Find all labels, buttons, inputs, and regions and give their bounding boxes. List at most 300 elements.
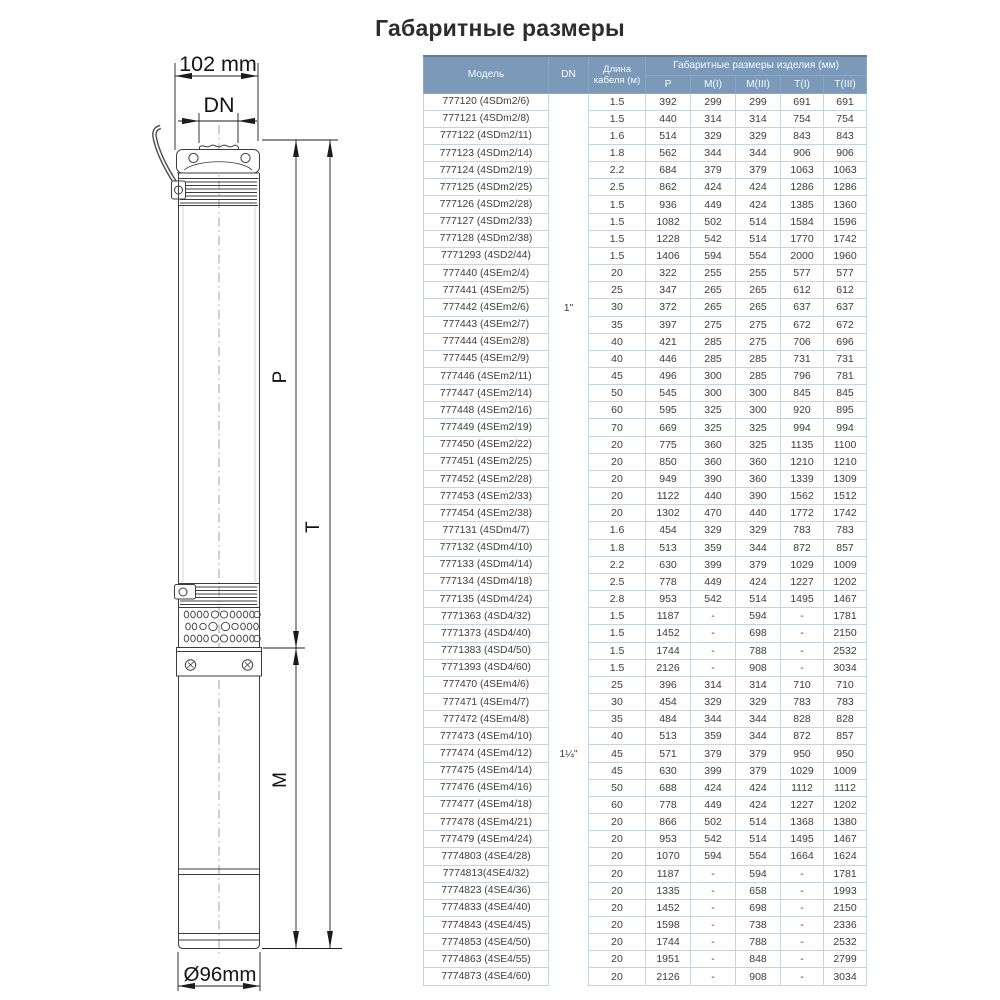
miii-cell: 265 bbox=[736, 299, 781, 316]
model-cell: 777472 (4SEm4/8) bbox=[424, 711, 549, 728]
model-cell: 777477 (4SEm4/18) bbox=[424, 796, 549, 813]
cable-length-cell: 20 bbox=[589, 470, 646, 487]
mi-cell: - bbox=[691, 625, 736, 642]
table-row bbox=[424, 762, 867, 779]
table-row bbox=[424, 968, 867, 985]
table-row bbox=[424, 711, 867, 728]
model-cell: 777475 (4SEm4/14) bbox=[424, 762, 549, 779]
tiii-cell: 1467 bbox=[824, 831, 867, 848]
table-row bbox=[424, 814, 867, 831]
cable-length-cell: 1.5 bbox=[589, 93, 646, 110]
p-cell: 322 bbox=[646, 265, 691, 282]
ti-cell: 1562 bbox=[781, 488, 824, 505]
miii-cell: 379 bbox=[736, 745, 781, 762]
cable-length-cell: 50 bbox=[589, 385, 646, 402]
table-row bbox=[424, 625, 867, 642]
ti-cell: 783 bbox=[781, 522, 824, 539]
p-cell: 669 bbox=[646, 419, 691, 436]
model-cell: 777479 (4SEm4/24) bbox=[424, 831, 549, 848]
miii-cell: 848 bbox=[736, 951, 781, 968]
table-row bbox=[424, 848, 867, 865]
tiii-cell: 1063 bbox=[824, 162, 867, 179]
mi-cell: 542 bbox=[691, 230, 736, 247]
miii-cell: 314 bbox=[736, 110, 781, 127]
table-row bbox=[424, 659, 867, 676]
model-cell: 7771383 (4SD4/50) bbox=[424, 642, 549, 659]
model-cell: 777453 (4SEm2/33) bbox=[424, 488, 549, 505]
mi-cell: 325 bbox=[691, 419, 736, 436]
p-cell: 1951 bbox=[646, 951, 691, 968]
mi-cell: 344 bbox=[691, 144, 736, 161]
p-cell: 1452 bbox=[646, 899, 691, 916]
tiii-cell: 857 bbox=[824, 539, 867, 556]
tiii-cell: 1100 bbox=[824, 436, 867, 453]
ti-cell: 1227 bbox=[781, 796, 824, 813]
miii-cell: 514 bbox=[736, 591, 781, 608]
cable-length-cell: 1.5 bbox=[589, 213, 646, 230]
p-cell: 454 bbox=[646, 522, 691, 539]
model-cell: 7774833 (4SE4/40) bbox=[424, 899, 549, 916]
table-row bbox=[424, 179, 867, 196]
p-cell: 421 bbox=[646, 333, 691, 350]
model-cell: 777122 (4SDm2/11) bbox=[424, 127, 549, 144]
ti-cell: 1339 bbox=[781, 470, 824, 487]
miii-cell: 285 bbox=[736, 368, 781, 385]
miii-cell: 314 bbox=[736, 676, 781, 693]
cable-length-cell: 20 bbox=[589, 488, 646, 505]
ti-cell: 994 bbox=[781, 419, 824, 436]
ti-cell: 1029 bbox=[781, 762, 824, 779]
ti-cell: 672 bbox=[781, 316, 824, 333]
mi-cell: 542 bbox=[691, 831, 736, 848]
table-row bbox=[424, 882, 867, 899]
tiii-cell: 1202 bbox=[824, 796, 867, 813]
ti-cell: 577 bbox=[781, 265, 824, 282]
mi-cell: 449 bbox=[691, 573, 736, 590]
cable-length-cell: 20 bbox=[589, 917, 646, 934]
p-cell: 454 bbox=[646, 693, 691, 710]
p-cell: 595 bbox=[646, 402, 691, 419]
tiii-cell: 895 bbox=[824, 402, 867, 419]
cable-length-cell: 40 bbox=[589, 350, 646, 367]
tiii-cell: 1202 bbox=[824, 573, 867, 590]
table-row bbox=[424, 385, 867, 402]
ti-cell: 731 bbox=[781, 350, 824, 367]
dim-width-top-label: 102 mm bbox=[179, 52, 257, 76]
mi-cell: 424 bbox=[691, 179, 736, 196]
tiii-cell: 1112 bbox=[824, 779, 867, 796]
ti-cell: - bbox=[781, 882, 824, 899]
tiii-cell: 691 bbox=[824, 93, 867, 110]
p-cell: 630 bbox=[646, 556, 691, 573]
mi-cell: 379 bbox=[691, 745, 736, 762]
p-cell: 778 bbox=[646, 573, 691, 590]
tiii-cell: 577 bbox=[824, 265, 867, 282]
model-cell: 7774873 (4SE4/60) bbox=[424, 968, 549, 985]
coupling-clamp bbox=[175, 585, 196, 600]
p-cell: 1302 bbox=[646, 505, 691, 522]
miii-cell: 908 bbox=[736, 968, 781, 985]
mi-cell: 390 bbox=[691, 470, 736, 487]
model-cell: 777473 (4SEm4/10) bbox=[424, 728, 549, 745]
miii-cell: 379 bbox=[736, 556, 781, 573]
model-cell: 777478 (4SEm4/21) bbox=[424, 814, 549, 831]
model-cell: 777448 (4SEm2/16) bbox=[424, 402, 549, 419]
model-cell: 7774823 (4SE4/36) bbox=[424, 882, 549, 899]
col-subheader-mi: M(I) bbox=[691, 75, 736, 93]
ti-cell: - bbox=[781, 899, 824, 916]
p-cell: 1228 bbox=[646, 230, 691, 247]
tiii-cell: 1781 bbox=[824, 608, 867, 625]
cable-length-cell: 25 bbox=[589, 676, 646, 693]
miii-cell: 698 bbox=[736, 899, 781, 916]
ti-cell: - bbox=[781, 934, 824, 951]
cable-length-cell: 2.8 bbox=[589, 591, 646, 608]
mi-cell: - bbox=[691, 899, 736, 916]
miii-cell: 329 bbox=[736, 127, 781, 144]
tiii-cell: 828 bbox=[824, 711, 867, 728]
mi-cell: 440 bbox=[691, 488, 736, 505]
cable-length-cell: 20 bbox=[589, 882, 646, 899]
miii-cell: 440 bbox=[736, 505, 781, 522]
ti-cell: - bbox=[781, 917, 824, 934]
tiii-cell: 3034 bbox=[824, 659, 867, 676]
ti-cell: 950 bbox=[781, 745, 824, 762]
mi-cell: 449 bbox=[691, 196, 736, 213]
page-title: Габаритные размеры bbox=[375, 15, 625, 41]
model-cell: 777121 (4SDm2/8) bbox=[424, 110, 549, 127]
miii-cell: 908 bbox=[736, 659, 781, 676]
miii-cell: 554 bbox=[736, 247, 781, 264]
table-row bbox=[424, 728, 867, 745]
table-row bbox=[424, 488, 867, 505]
cable-length-cell: 20 bbox=[589, 814, 646, 831]
ti-cell: 754 bbox=[781, 110, 824, 127]
table-row bbox=[424, 779, 867, 796]
miii-cell: 360 bbox=[736, 470, 781, 487]
table-row bbox=[424, 402, 867, 419]
miii-cell: 344 bbox=[736, 539, 781, 556]
table-row bbox=[424, 162, 867, 179]
table-row bbox=[424, 213, 867, 230]
cable-length-cell: 2.2 bbox=[589, 162, 646, 179]
ti-cell: - bbox=[781, 625, 824, 642]
model-cell: 777123 (4SDm2/14) bbox=[424, 144, 549, 161]
miii-cell: 255 bbox=[736, 265, 781, 282]
tiii-cell: 1009 bbox=[824, 762, 867, 779]
ti-cell: 691 bbox=[781, 93, 824, 110]
miii-cell: 379 bbox=[736, 762, 781, 779]
miii-cell: 344 bbox=[736, 144, 781, 161]
dimensions-table-wrap bbox=[423, 55, 867, 986]
p-cell: 513 bbox=[646, 539, 691, 556]
table-row bbox=[424, 127, 867, 144]
table-row bbox=[424, 282, 867, 299]
cable-length-cell: 1.5 bbox=[589, 642, 646, 659]
model-cell: 7771293 (4SD2/44) bbox=[424, 247, 549, 264]
cable-length-cell: 20 bbox=[589, 848, 646, 865]
table-row bbox=[424, 333, 867, 350]
cable-length-cell: 20 bbox=[589, 831, 646, 848]
mi-cell: - bbox=[691, 951, 736, 968]
tiii-cell: 710 bbox=[824, 676, 867, 693]
cable-length-cell: 20 bbox=[589, 951, 646, 968]
p-cell: 949 bbox=[646, 470, 691, 487]
ti-cell: 1063 bbox=[781, 162, 824, 179]
ti-cell: 637 bbox=[781, 299, 824, 316]
model-cell: 777447 (4SEm2/14) bbox=[424, 385, 549, 402]
p-cell: 1406 bbox=[646, 247, 691, 264]
mi-cell: 299 bbox=[691, 93, 736, 110]
miii-cell: 424 bbox=[736, 796, 781, 813]
model-cell: 777133 (4SDm4/14) bbox=[424, 556, 549, 573]
cable-length-cell: 1.5 bbox=[589, 196, 646, 213]
table-row bbox=[424, 265, 867, 282]
p-cell: 1744 bbox=[646, 934, 691, 951]
p-cell: 496 bbox=[646, 368, 691, 385]
ti-cell: - bbox=[781, 968, 824, 985]
cable-length-cell: 60 bbox=[589, 796, 646, 813]
model-cell: 777135 (4SDm4/24) bbox=[424, 591, 549, 608]
mi-cell: 399 bbox=[691, 762, 736, 779]
tiii-cell: 1009 bbox=[824, 556, 867, 573]
miii-cell: 698 bbox=[736, 625, 781, 642]
cable bbox=[154, 127, 176, 184]
ti-cell: 1772 bbox=[781, 505, 824, 522]
ti-cell: 710 bbox=[781, 676, 824, 693]
model-cell: 777442 (4SEm2/6) bbox=[424, 299, 549, 316]
ti-cell: 1227 bbox=[781, 573, 824, 590]
mi-cell: 359 bbox=[691, 539, 736, 556]
dim-dn-label: DN bbox=[203, 93, 235, 117]
table-row bbox=[424, 539, 867, 556]
mi-cell: - bbox=[691, 865, 736, 882]
table-row bbox=[424, 899, 867, 916]
miii-cell: 379 bbox=[736, 162, 781, 179]
col-header-model: Модель bbox=[424, 56, 549, 93]
model-cell: 7774863 (4SE4/55) bbox=[424, 951, 549, 968]
tiii-cell: 843 bbox=[824, 127, 867, 144]
tiii-cell: 1380 bbox=[824, 814, 867, 831]
tiii-cell: 906 bbox=[824, 144, 867, 161]
p-cell: 866 bbox=[646, 814, 691, 831]
cable-length-cell: 1.8 bbox=[589, 144, 646, 161]
dim-diameter-bottom-label: Ø96mm bbox=[183, 963, 257, 986]
mi-cell: 344 bbox=[691, 711, 736, 728]
mi-cell: 502 bbox=[691, 213, 736, 230]
table-row bbox=[424, 230, 867, 247]
model-cell: 777131 (4SDm4/7) bbox=[424, 522, 549, 539]
model-cell: 777470 (4SEm4/6) bbox=[424, 676, 549, 693]
mi-cell: 594 bbox=[691, 848, 736, 865]
cable-length-cell: 20 bbox=[589, 265, 646, 282]
miii-cell: 424 bbox=[736, 179, 781, 196]
tiii-cell: 731 bbox=[824, 350, 867, 367]
mi-cell: 314 bbox=[691, 110, 736, 127]
model-cell: 7771373 (4SD4/40) bbox=[424, 625, 549, 642]
dn-cell: 1¼" bbox=[549, 522, 589, 985]
ti-cell: 1385 bbox=[781, 196, 824, 213]
ti-cell: 1584 bbox=[781, 213, 824, 230]
tiii-cell: 2532 bbox=[824, 934, 867, 951]
model-cell: 777132 (4SDm4/10) bbox=[424, 539, 549, 556]
ti-cell: - bbox=[781, 642, 824, 659]
p-cell: 484 bbox=[646, 711, 691, 728]
tiii-cell: 1960 bbox=[824, 247, 867, 264]
p-cell: 1187 bbox=[646, 608, 691, 625]
intake-screen bbox=[184, 611, 260, 642]
miii-cell: 299 bbox=[736, 93, 781, 110]
miii-cell: 285 bbox=[736, 350, 781, 367]
cable-length-cell: 1.6 bbox=[589, 127, 646, 144]
mi-cell: 329 bbox=[691, 693, 736, 710]
model-cell: 7774813(4SE4/32) bbox=[424, 865, 549, 882]
cable-length-cell: 60 bbox=[589, 402, 646, 419]
miii-cell: 788 bbox=[736, 642, 781, 659]
mi-cell: 502 bbox=[691, 814, 736, 831]
miii-cell: 658 bbox=[736, 882, 781, 899]
miii-cell: 344 bbox=[736, 728, 781, 745]
miii-cell: 275 bbox=[736, 333, 781, 350]
table-row bbox=[424, 642, 867, 659]
ti-cell: 796 bbox=[781, 368, 824, 385]
table-row bbox=[424, 368, 867, 385]
cable-length-cell: 1.5 bbox=[589, 659, 646, 676]
model-cell: 7774843 (4SE4/45) bbox=[424, 917, 549, 934]
table-row bbox=[424, 144, 867, 161]
cable-length-cell: 35 bbox=[589, 316, 646, 333]
model-cell: 7774803 (4SE4/28) bbox=[424, 848, 549, 865]
miii-cell: 554 bbox=[736, 848, 781, 865]
tiii-cell: 1993 bbox=[824, 882, 867, 899]
table-row bbox=[424, 865, 867, 882]
dim-p-label: P bbox=[270, 370, 291, 384]
table-row bbox=[424, 796, 867, 813]
tiii-cell: 783 bbox=[824, 522, 867, 539]
table-row bbox=[424, 470, 867, 487]
p-cell: 778 bbox=[646, 796, 691, 813]
model-cell: 777474 (4SEm4/12) bbox=[424, 745, 549, 762]
model-cell: 777120 (4SDm2/6) bbox=[424, 93, 549, 110]
model-cell: 777449 (4SEm2/19) bbox=[424, 419, 549, 436]
miii-cell: 325 bbox=[736, 419, 781, 436]
cable-length-cell: 1.6 bbox=[589, 522, 646, 539]
tiii-cell: 1742 bbox=[824, 230, 867, 247]
p-cell: 347 bbox=[646, 282, 691, 299]
pump-head bbox=[177, 150, 260, 174]
model-cell: 7771363 (4SD4/32) bbox=[424, 608, 549, 625]
ti-cell: 706 bbox=[781, 333, 824, 350]
table-row bbox=[424, 419, 867, 436]
cable-length-cell: 20 bbox=[589, 968, 646, 985]
cable-length-cell: 20 bbox=[589, 453, 646, 470]
miii-cell: 424 bbox=[736, 779, 781, 796]
ti-cell: 906 bbox=[781, 144, 824, 161]
col-header-dimensions-group: Габаритные размеры изделия (мм) bbox=[646, 56, 867, 75]
cable-length-cell: 45 bbox=[589, 745, 646, 762]
mi-cell: 379 bbox=[691, 162, 736, 179]
ti-cell: 1210 bbox=[781, 453, 824, 470]
cable-length-cell: 35 bbox=[589, 711, 646, 728]
ti-cell: 843 bbox=[781, 127, 824, 144]
tiii-cell: 637 bbox=[824, 299, 867, 316]
mi-cell: 360 bbox=[691, 436, 736, 453]
table-row bbox=[424, 350, 867, 367]
p-cell: 397 bbox=[646, 316, 691, 333]
ti-cell: 1286 bbox=[781, 179, 824, 196]
ti-cell: 845 bbox=[781, 385, 824, 402]
table-row bbox=[424, 316, 867, 333]
col-subheader-miii: M(III) bbox=[736, 75, 781, 93]
p-cell: 630 bbox=[646, 762, 691, 779]
model-cell: 777444 (4SEm2/8) bbox=[424, 333, 549, 350]
miii-cell: 594 bbox=[736, 865, 781, 882]
p-cell: 571 bbox=[646, 745, 691, 762]
model-cell: 777125 (4SDm2/25) bbox=[424, 179, 549, 196]
pump-dimension-diagram bbox=[0, 0, 420, 1000]
table-row bbox=[424, 436, 867, 453]
mi-cell: - bbox=[691, 917, 736, 934]
mi-cell: 329 bbox=[691, 127, 736, 144]
p-cell: 440 bbox=[646, 110, 691, 127]
p-cell: 953 bbox=[646, 591, 691, 608]
model-cell: 7774853 (4SE4/50) bbox=[424, 934, 549, 951]
table-row bbox=[424, 831, 867, 848]
ti-cell: 1135 bbox=[781, 436, 824, 453]
model-cell: 777454 (4SEm2/38) bbox=[424, 505, 549, 522]
p-cell: 562 bbox=[646, 144, 691, 161]
miii-cell: 788 bbox=[736, 934, 781, 951]
mi-cell: 285 bbox=[691, 333, 736, 350]
model-cell: 777450 (4SEm2/22) bbox=[424, 436, 549, 453]
model-cell: 777124 (4SDm2/19) bbox=[424, 162, 549, 179]
cable-length-cell: 45 bbox=[589, 368, 646, 385]
table-row bbox=[424, 693, 867, 710]
table-row bbox=[424, 917, 867, 934]
tiii-cell: 783 bbox=[824, 693, 867, 710]
cable-length-cell: 25 bbox=[589, 282, 646, 299]
ti-cell: 1368 bbox=[781, 814, 824, 831]
p-cell: 372 bbox=[646, 299, 691, 316]
mi-cell: 359 bbox=[691, 728, 736, 745]
cable-length-cell: 1.5 bbox=[589, 230, 646, 247]
mi-cell: 265 bbox=[691, 282, 736, 299]
tiii-cell: 845 bbox=[824, 385, 867, 402]
ti-cell: - bbox=[781, 951, 824, 968]
cable-length-cell: 20 bbox=[589, 436, 646, 453]
p-cell: 775 bbox=[646, 436, 691, 453]
mi-cell: 255 bbox=[691, 265, 736, 282]
ti-cell: - bbox=[781, 865, 824, 882]
cable-length-cell: 2.5 bbox=[589, 573, 646, 590]
miii-cell: 265 bbox=[736, 282, 781, 299]
mi-cell: - bbox=[691, 968, 736, 985]
col-subheader-ti: T(I) bbox=[781, 75, 824, 93]
miii-cell: 275 bbox=[736, 316, 781, 333]
mi-cell: 542 bbox=[691, 591, 736, 608]
ti-cell: 1495 bbox=[781, 831, 824, 848]
mi-cell: 275 bbox=[691, 316, 736, 333]
miii-cell: 514 bbox=[736, 831, 781, 848]
tiii-cell: 2532 bbox=[824, 642, 867, 659]
p-cell: 514 bbox=[646, 127, 691, 144]
table-row bbox=[424, 93, 867, 110]
miii-cell: 300 bbox=[736, 402, 781, 419]
ti-cell: 612 bbox=[781, 282, 824, 299]
mi-cell: - bbox=[691, 608, 736, 625]
mi-cell: 265 bbox=[691, 299, 736, 316]
col-header-dn: DN bbox=[549, 56, 589, 93]
